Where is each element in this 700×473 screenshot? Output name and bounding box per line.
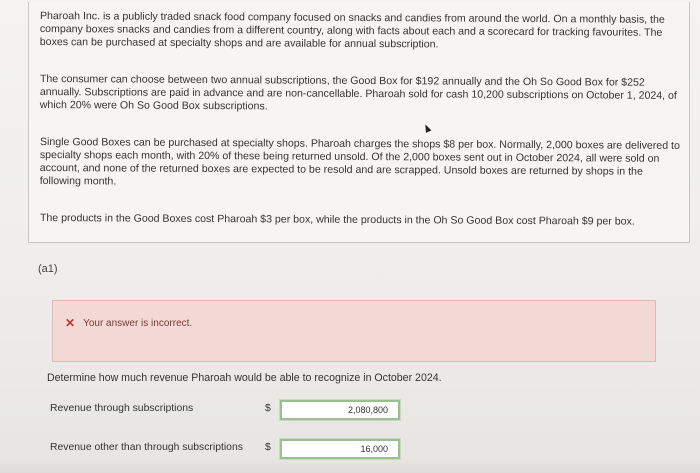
answer-label: Revenue other than through subscriptions [50, 442, 243, 453]
other-revenue-input[interactable] [280, 439, 400, 459]
subscription-revenue-input[interactable] [280, 400, 400, 420]
part-label: (a1) [38, 263, 58, 275]
answer-row-subscriptions [50, 400, 410, 422]
answer-label: Revenue through subscriptions [50, 403, 194, 414]
feedback-box [52, 300, 656, 362]
problem-paragraph: Single Good Boxes can be purchased at specialty shops. Pharoah charges the shops $8 per box. Normally, 2,000 boxes are delivered to specialty shops each month, with 20% of these being returned unsold. Of the 2,000 boxes sent out in October 2024, all were sold on account, and none of the returned boxes are expected to be resold and are scrapped. Unsold boxes are returned by shops in the following month. [39, 136, 680, 188]
currency-symbol: $ [265, 403, 271, 414]
feedback-message: Your answer is incorrect. [83, 317, 193, 329]
problem-paragraph: The products in the Good Boxes cost Pharoah $3 per box, while the products in the Oh So Good Box cost Pharoah $9 per box. [39, 212, 635, 228]
photo-shadow [0, 458, 700, 473]
close-icon: ✕ [65, 316, 76, 330]
feedback-row [65, 317, 192, 329]
problem-paragraph: Pharoah Inc. is a publicly traded snack food company focused on snacks and candies from around the world. On a monthly basis, the company boxes snacks and candies from a different country, along with facts about each and a scorecard for tracking favourites. The boxes can be purchased at specialty shops and are available for annual subscription. [39, 10, 665, 51]
currency-symbol: $ [265, 442, 271, 453]
question-text: Determine how much revenue Pharoah would be able to recognize in October 2024. [47, 372, 442, 384]
problem-paragraph: The consumer can choose between two annual subscriptions, the Good Box for $192 annually and the Oh So Good Box for $252 annually. Subscriptions are paid in advance and are non-cancellable. Pharoah sold for cash 10,200 subscriptions on October 1, 2024, of which 20% were Oh So Good Box subscriptions. [39, 73, 677, 113]
